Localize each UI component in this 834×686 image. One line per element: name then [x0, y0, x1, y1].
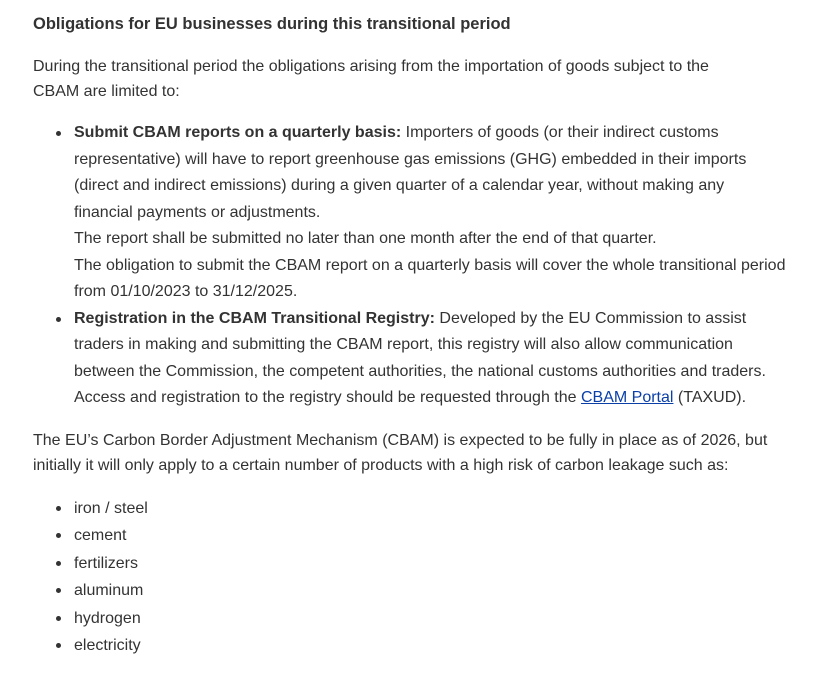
obligation-text: Developed by the EU Commission to assist traders in making and submitting the CBAM report, this registry will also allow communication between the Commission, the competent authorities, the national customs authorities and traders.	[74, 309, 766, 380]
list-item	[74, 306, 814, 412]
list-item	[74, 120, 814, 306]
cbam-portal-link[interactable]: CBAM Portal	[580, 389, 674, 406]
intro-paragraph: During the transitional period the obligations arising from the importation of goods subject to the CBAM are limited to:	[33, 58, 709, 100]
list-item: fertilizers	[74, 550, 814, 578]
obligation-title: Registration in the CBAM Transitional Registry:	[74, 309, 435, 327]
list-item: electricity	[74, 632, 814, 660]
products-list	[33, 495, 814, 660]
obligation-text: Importers of goods (or their indirect customs representative) will have to report greenhouse gas emissions (GHG) embedded in their imports (direct and indirect emissions) during a given quarter of a calendar year, without making any financial payments or adjustments.	[74, 124, 747, 221]
obligation-period: The obligation to submit the CBAM report on a quarterly basis will cover the whole transitional period from 01/10/2023 to 31/12/2025.	[74, 256, 786, 300]
obligation-deadline: The report shall be submitted no later than one month after the end of that quarter.	[74, 230, 657, 247]
list-item: aluminum	[74, 577, 814, 605]
list-item: iron / steel	[74, 495, 814, 523]
list-item: cement	[74, 522, 814, 550]
registry-access-suffix: (TAXUD).	[677, 389, 747, 406]
list-item: hydrogen	[74, 605, 814, 633]
obligation-title: Submit CBAM reports on a quarterly basis:	[74, 124, 402, 141]
section-heading: Obligations for EU businesses during this transitional period	[33, 15, 511, 33]
obligations-list	[33, 120, 814, 412]
registry-access-text: Access and registration to the registry should be requested through the	[74, 389, 577, 406]
cbam-paragraph: The EU’s Carbon Border Adjustment Mechanism (CBAM) is expected to be fully in place as of 2026, but initially it will only apply to a certain number of products with a high risk of carbon leakage such as:	[33, 431, 768, 474]
